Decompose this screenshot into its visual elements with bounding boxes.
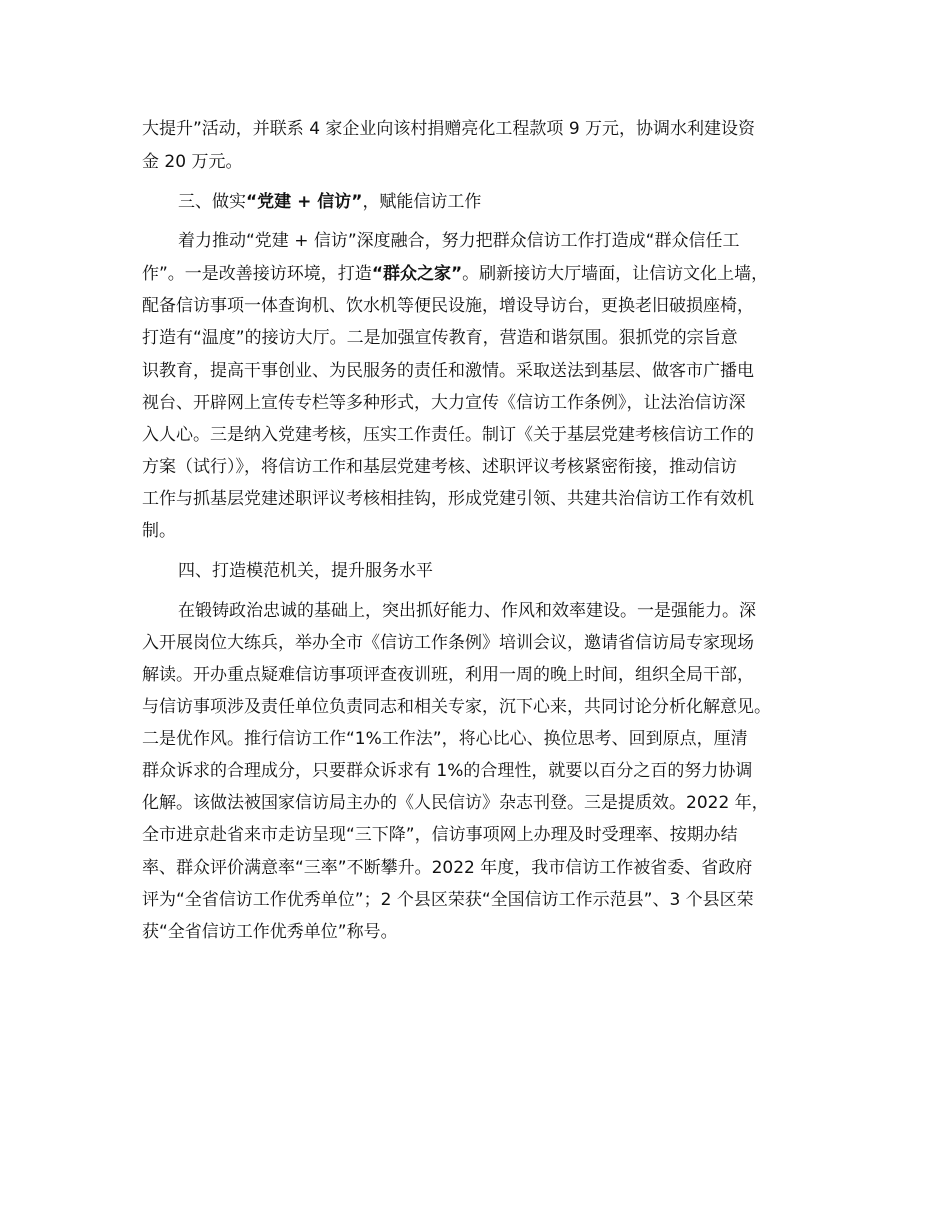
- paragraph-line: 大提升”活动，并联系 4 家企业向该村捐赠亮化工程款项 9 万元，协调水利建设资: [142, 119, 756, 139]
- paragraph-line: [142, 264, 768, 284]
- heading-bold-text: “党建 + 信访”: [246, 192, 363, 212]
- heading-text: 三、做实: [178, 192, 246, 212]
- section-heading-4: 四、打造模范机关，提升服务水平: [178, 561, 433, 581]
- paragraph-line: 群众诉求的合理成分，只要群众诉求有 1%的合理性，就要以百分之百的努力协调: [142, 761, 753, 781]
- paragraph-line: 识教育，提高干事创业、为民服务的责任和激情。采取送法到基层、做客市广播电: [142, 361, 754, 381]
- paragraph-line: 获“全省信访工作优秀单位”称号。: [142, 922, 398, 942]
- paragraph-line: 方案（试行）》，将信访工作和基层党建考核、述职评议考核紧密衔接，推动信访: [142, 457, 737, 477]
- paragraph-line: 在锻铸政治忠诚的基础上，突出抓好能力、作风和效率建设。一是强能力。深: [178, 601, 756, 621]
- line-text: 作”。一是改善接访环境，打造: [142, 264, 372, 284]
- paragraph-line: 着力推动“党建 + 信访”深度融合，努力把群众信访工作打造成“群众信任工: [178, 231, 740, 251]
- paragraph-line: 与信访事项涉及责任单位负责同志和相关专家，沉下心来，共同讨论分析化解意见。: [142, 697, 771, 717]
- paragraph-line: 率、群众评价满意率“三率”不断攀升。2022 年度，我市信访工作被省委、省政府: [142, 858, 753, 878]
- heading-text: ，赋能信访工作: [362, 192, 482, 212]
- paragraph-line: 视台、开辟网上宣传专栏等多种形式，大力宣传《信访工作条例》，让法治信访深: [142, 393, 746, 413]
- paragraph-line: 工作与抓基层党建述职评议考核相挂钩，形成党建引领、共建共治信访工作有效机: [142, 489, 754, 509]
- paragraph-line: 打造有“温度”的接访大厅。二是加强宣传教育，营造和谐氛围。狠抓党的宗旨意: [142, 328, 738, 348]
- paragraph-line: 金 20 万元。: [142, 152, 243, 172]
- paragraph-line: 全市进京赴省来市走访呈现“三下降”，信访事项网上办理及时受理率、按期办结: [142, 825, 738, 845]
- paragraph-line: 配备信访事项一体查询机、饮水机等便民设施，增设导访台，更换老旧破损座椅，: [142, 296, 754, 316]
- paragraph-line: 二是优作风。推行信访工作“1%工作法”，将心比心、换位思考、回到原点，厘清: [142, 729, 748, 749]
- paragraph-line: 制。: [142, 521, 176, 541]
- section-heading-3: [178, 192, 481, 212]
- paragraph-line: 入开展岗位大练兵，举办全市《信访工作条例》培训会议，邀请省信访局专家现场: [142, 633, 754, 653]
- paragraph-line: 解读。开办重点疑难信访事项评查夜训班，利用一周的晚上时间，组织全局干部，: [142, 665, 754, 685]
- paragraph-line: 入人心。三是纳入党建考核，压实工作责任。制订《关于基层党建考核信访工作的: [142, 425, 754, 445]
- bold-phrase: “群众之家”: [371, 264, 463, 284]
- paragraph-line: 化解。该做法被国家信访局主办的《人民信访》杂志刊登。三是提质效。2022 年，: [142, 793, 769, 813]
- paragraph-line: 评为“全省信访工作优秀单位”；2 个县区荣获“全国信访工作示范县”、3 个县区荣: [142, 890, 754, 910]
- line-text: 。刷新接访大厅墙面，让信访文化上墙，: [462, 264, 769, 284]
